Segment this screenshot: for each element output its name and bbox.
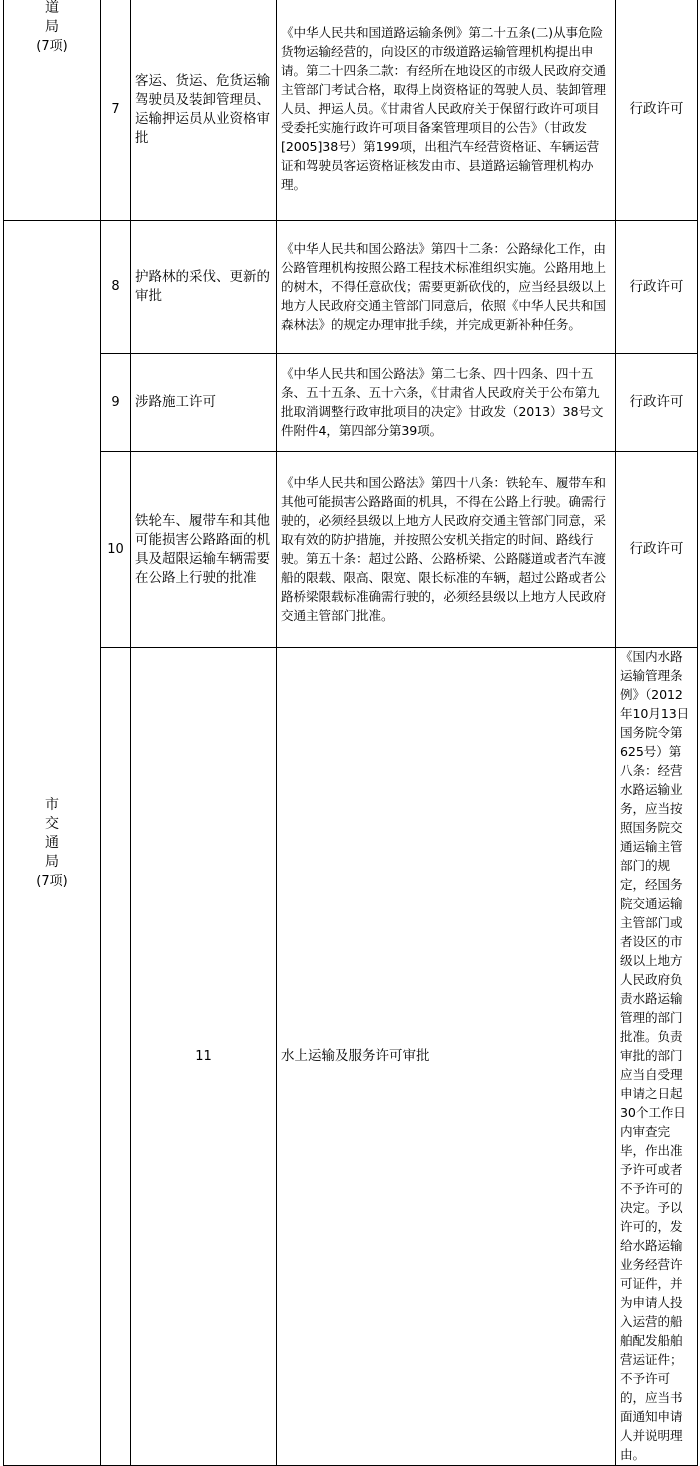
permit-type-cell: [616, 354, 698, 452]
legal-basis-cell: [277, 452, 616, 648]
row-number-cell: [101, 452, 131, 648]
department-cell-top: [4, 0, 101, 221]
legal-basis-cell: [277, 221, 616, 354]
legal-basis-text: 《中华人民共和国公路法》第四十二条：公路绿化工作，由公路管理机构按照公路工程技术标准组织实施。公路用地上的树木，不得任意砍伐；需要更新砍伐的，应当经县级以上地方人民政府交通主管部门同意后，依照《中华人民共和国森林法》的规定办理审批手续，并完成更新补种任务。: [281, 240, 606, 332]
permit-type-cell: [616, 221, 698, 354]
item-name: 涉路施工许可: [135, 394, 216, 410]
item-name: 水上运输及服务许可审批: [281, 1048, 430, 1064]
legal-basis-text: 《中华人民共和国公路法》第二七条、四十四条、四十五条、五十五条、五十六条，《甘肃省人民政府关于公布第九批取消调整行政审批项目的决定》甘政发（2013）38号文件附件4，第四部分第39项。: [281, 365, 604, 438]
item-name-cell: [131, 452, 277, 648]
legal-basis-text: 《国内水路运输管理条例》（2012年10月13日国务院令第625号）第八条：经营水路运输业务，应当按照国务院交通运输主管部门的规定，经国务院交通运输主管部门或者设区的市级以上地方人民政府负责水路运输管理的部门批准。负责审批的部门应当自受理申请之日起30个工作日内审查完毕，作出准予许可或者不予许可的决定。予以许可的，发给水路运输业务经营许可证件，并为申请人投入运营的船舶配发船舶营运证件；不予许可的，应当书面通知申请人并说明理由。: [620, 649, 690, 1462]
row-number: 11: [195, 1048, 212, 1064]
item-name: 客运、货运、危货运输驾驶员及装卸管理员、运输押运员从业资格审批: [135, 72, 270, 146]
legal-basis-cell: [277, 0, 616, 221]
item-name: 护路林的采伐、更新的审批: [135, 269, 270, 304]
permit-type-cell: [616, 452, 698, 648]
row-number: 8: [111, 279, 120, 294]
permit-type: 行政许可: [629, 541, 684, 557]
department-cell: [4, 221, 101, 1466]
department-char: 交: [45, 815, 59, 832]
item-name-cell: [131, 221, 277, 354]
row-number-cell: [101, 221, 131, 354]
permit-type-cell: [616, 0, 698, 221]
department-char: 通: [45, 834, 59, 851]
table-row: [4, 221, 698, 354]
legal-basis-text: 《中华人民共和国道路运输条例》第二十五条(二)从事危险货物运输经营的，向设区的市级道路运输管理机构提出申请。第二十四条二款：有经所在地设区的市级人民政府交通主管部门考试合格，取得上岗资格证的驾驶人员、装卸管理人员、押运人员。《甘肃省人民政府关于保留行政许可项目受委托实施行政许可项目备案管理项目的公告》（甘政发[2005]38号）第199项，出租汽车经营资格证、车辆运营证和驾驶员客运资格证核发由市、县道路运输管理机构办理。: [281, 25, 606, 192]
department-char: 局: [45, 19, 59, 35]
item-name: 铁轮车、履带车和其他可能损害公路路面的机具及超限运输车辆需要在公路上行驶的批准: [135, 512, 270, 586]
permit-type: 行政许可: [629, 101, 684, 117]
department-count: (7项): [36, 39, 68, 54]
department-char: 局: [45, 853, 59, 870]
row-number: 7: [111, 101, 120, 117]
department-count: (7项): [36, 873, 68, 889]
row-number: 9: [111, 394, 120, 410]
permit-type: 行政许可: [629, 394, 684, 410]
department-cell-continued: [101, 648, 131, 1466]
row-number-cell: [101, 354, 131, 452]
table-row: [4, 0, 698, 221]
item-name-cell: [131, 354, 277, 452]
legal-basis-cell: [277, 354, 616, 452]
item-name-cell: [131, 0, 277, 221]
department-char: 道: [45, 0, 59, 16]
row-number-cell: [101, 0, 131, 221]
legal-basis-cell: [616, 648, 698, 1466]
table-row: [4, 354, 698, 452]
table-row: [4, 452, 698, 648]
item-name-cell: [277, 648, 616, 1466]
permit-table: [3, 0, 698, 1466]
row-number: 10: [107, 541, 124, 557]
permit-type: 行政许可: [629, 278, 684, 295]
table-row: [4, 648, 698, 1466]
legal-basis-text: 《中华人民共和国公路法》第四十八条：铁轮车、履带车和其他可能损害公路路面的机具，不得在公路上行驶。确需行驶的，必须经县级以上地方人民政府交通主管部门同意，采取有效的防护措施，并按照公安机关指定的时间、路线行驶。第五十条：超过公路、公路桥梁、公路隧道或者汽车渡船的限载、限高、限宽、限长标准的车辆，超过公路或者公路桥梁限载标准确需行驶的，必须经县级以上地方人民政府交通主管部门批准。: [281, 474, 606, 623]
row-number-cell: [131, 648, 277, 1466]
department-char: 市: [45, 796, 59, 813]
